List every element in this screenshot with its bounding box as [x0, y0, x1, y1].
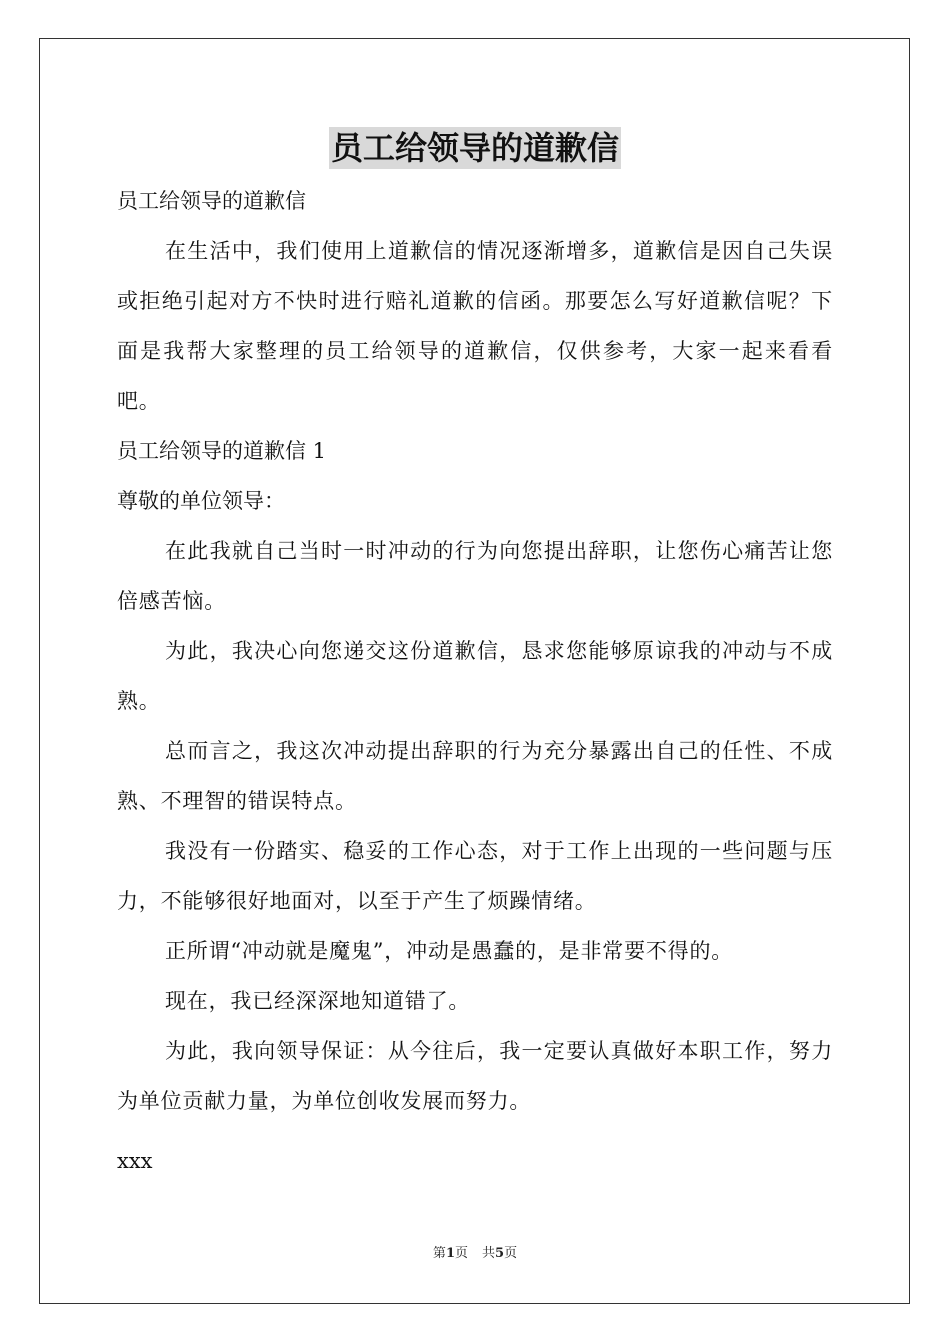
title-container	[0, 127, 950, 169]
salutation: 尊敬的单位领导：	[117, 489, 285, 513]
page-number-prefix: 第	[432, 1246, 446, 1261]
total-pages: 5	[495, 1246, 505, 1261]
section-heading: 员工给领导的道歉信 1	[117, 439, 327, 463]
body-paragraph: 为此，我决心向您递交这份道歉信，恳求您能够原谅我的冲动与不成熟。	[117, 639, 833, 713]
signature: xxx	[117, 1149, 153, 1173]
document-title: 员工给领导的道歉信	[330, 129, 619, 167]
total-pages-suffix: 页	[504, 1246, 518, 1261]
total-pages-prefix: 共	[482, 1246, 496, 1261]
intro-paragraph: 在生活中，我们使用上道歉信的情况逐渐增多，道歉信是因自己失误或拒绝引起对方不快时进行赔礼道歉的信函。那要怎么写好道歉信呢？下面是我帮大家整理的员工给领导的道歉信，仅供参考，大家一起来看看吧。	[117, 239, 833, 413]
body-paragraph: 我没有一份踏实、稳妥的工作心态，对于工作上出现的一些问题与压力，不能够很好地面对，以至于产生了烦躁情绪。	[117, 839, 833, 913]
body-paragraph: 在此我就自己当时一时冲动的行为向您提出辞职，让您伤心痛苦让您倍感苦恼。	[117, 539, 833, 613]
page-number-suffix: 页	[454, 1246, 468, 1261]
document-body	[117, 176, 833, 1186]
body-paragraph: 总而言之，我这次冲动提出辞职的行为充分暴露出自己的任性、不成熟、不理智的错误特点。	[117, 739, 833, 813]
body-paragraph: 正所谓“冲动就是魔鬼”，冲动是愚蠢的，是非常要不得的。	[165, 939, 734, 963]
document-subtitle: 员工给领导的道歉信	[117, 189, 306, 213]
body-paragraph: 为此，我向领导保证：从今往后，我一定要认真做好本职工作，努力为单位贡献力量，为单位创收发展而努力。	[117, 1039, 833, 1113]
body-paragraph: 现在，我已经深深地知道错了。	[165, 989, 471, 1013]
page-footer	[0, 1245, 950, 1263]
page-number: 1	[445, 1246, 455, 1261]
